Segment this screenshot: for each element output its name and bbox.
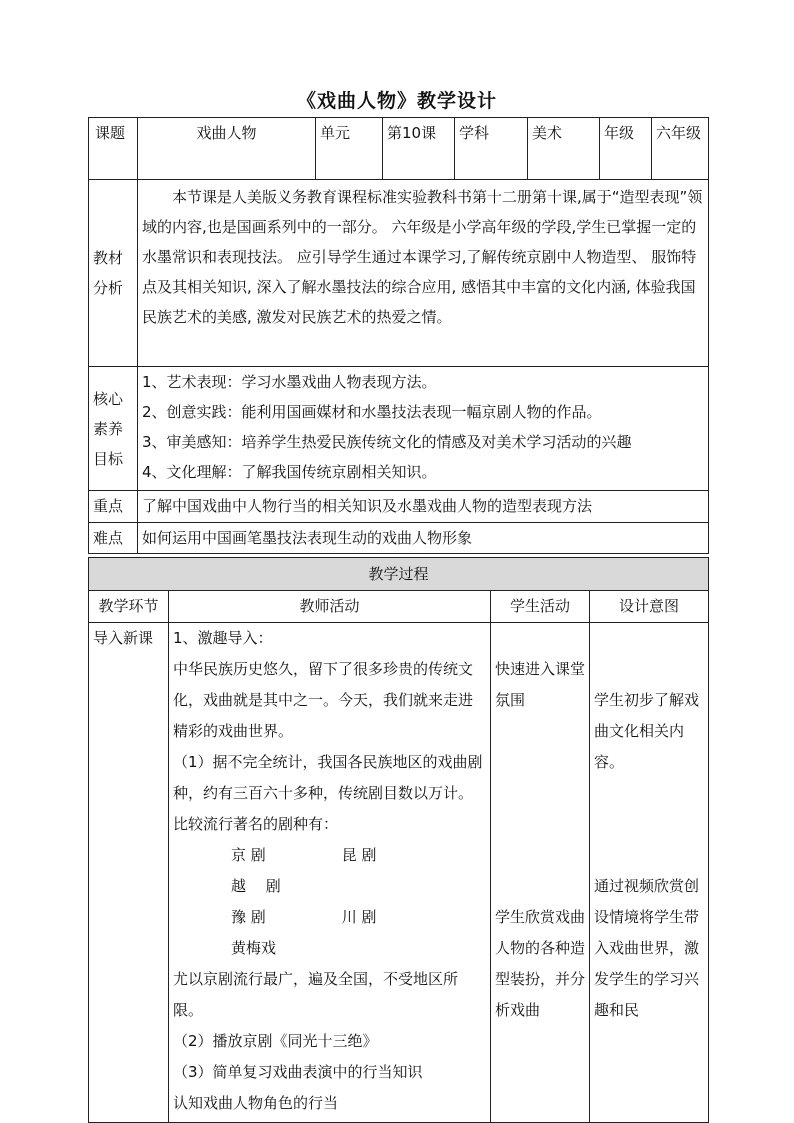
design-intent xyxy=(590,623,709,1123)
opera-name: 川 剧 xyxy=(341,908,377,926)
student-activity xyxy=(491,623,590,1123)
literacy-item: 2、创意实践：能利用国画媒材和水墨技法表现一幅京剧人物的作品。 xyxy=(142,403,602,421)
literacy-item: 4、文化理解：了解我国传统京剧相关知识。 xyxy=(142,463,437,481)
teacher-line: （2）播放京剧《同光十三绝》 xyxy=(173,1032,378,1050)
difficulty-text: 如何运用中国画笔墨技法表现生动的戏曲人物形象 xyxy=(138,523,709,554)
course-label: 课题 xyxy=(89,118,138,180)
process-header: 教学过程 xyxy=(89,558,709,591)
key-point-text: 了解中国戏曲中人物行当的相关知识及水墨戏曲人物的造型表现方法 xyxy=(138,491,709,523)
opera-list-row xyxy=(173,840,486,902)
opera-name: 黄梅戏 xyxy=(231,939,277,957)
unit-value: 第10课 xyxy=(383,118,455,180)
unit-label: 单元 xyxy=(316,118,383,180)
opera-name: 京 剧 xyxy=(231,846,266,864)
teacher-line: （3）简单复习戏曲表演中的行当知识 xyxy=(173,1063,423,1081)
difficulty-label: 难点 xyxy=(89,523,138,554)
opera-name: 豫 剧 xyxy=(231,908,266,926)
info-table xyxy=(88,117,709,554)
grade-label: 年级 xyxy=(600,118,652,180)
column-header: 教师活动 xyxy=(169,591,491,623)
key-point-label: 重点 xyxy=(89,491,138,523)
teacher-activity xyxy=(169,623,491,1123)
opera-name: 越 剧 xyxy=(231,877,281,895)
process-table xyxy=(88,557,709,1123)
intent-text: 通过视频欣赏创设情境将学生带入戏曲世界，激发学生的学习兴趣和民 xyxy=(594,877,700,1019)
intent-text: 学生初步了解戏曲文化相关内容。 xyxy=(594,691,700,771)
literacy-list xyxy=(138,367,709,491)
subject-value: 美术 xyxy=(528,118,600,180)
page-title: 《戏曲人物》教学设计 xyxy=(296,90,497,112)
teacher-line: 尤以京剧流行最广，遍及全国，不受地区所限。 xyxy=(173,970,459,1019)
course-value: 戏曲人物 xyxy=(138,118,316,180)
student-text: 学生欣赏戏曲人物的各种造型装扮，并分析戏曲 xyxy=(495,908,586,1019)
teacher-line: 中华民族历史悠久，留下了很多珍贵的传统文化，戏曲就是其中之一。今天，我们就来走进精彩的戏曲世界。 xyxy=(173,660,474,740)
material-text: 本节课是人美版义务教育课程标准实验教科书第十二册第十课,属于“造型表现”领域的内容,也是国画系列中的一部分。 六年级是小学高年级的学段,学生已掌握一定的水墨常识和表现技法。 应引导学生通过本课学习,了解传统京剧中人物造型、 服饰特点及其相关知识, 深入了解水墨技法的综合应用, 感悟其中丰富的文化内涵, 体验我国民族艺术的美感, 激发对民族艺术的热爱之情。 xyxy=(138,180,709,367)
stage-cell: 导入新课 xyxy=(89,623,169,1123)
literacy-label: 核心素养目标 xyxy=(89,367,138,491)
column-header: 设计意图 xyxy=(590,591,709,623)
teacher-line: 1、激趣导入： xyxy=(173,629,273,647)
column-header: 学生活动 xyxy=(491,591,590,623)
subject-label: 学科 xyxy=(455,118,528,180)
opera-name: 昆 剧 xyxy=(341,846,377,864)
teacher-line: （1）据不完全统计，我国各民族地区的戏曲剧种，约有三百六十多种，传统剧目数以万计。比较流行著名的剧种有： xyxy=(173,753,483,833)
grade-value: 六年级 xyxy=(652,118,709,180)
literacy-item: 1、艺术表现：学习水墨戏曲人物表现方法。 xyxy=(142,373,437,391)
teacher-line: 认知戏曲人物角色的行当 xyxy=(173,1094,339,1112)
material-label: 教材分析 xyxy=(89,180,138,367)
literacy-item: 3、审美感知：培养学生热爱民族传统文化的情感及对美术学习活动的兴趣 xyxy=(142,433,632,451)
opera-list-row xyxy=(173,902,486,964)
column-header: 教学环节 xyxy=(89,591,169,623)
student-text: 快速进入课堂氛围 xyxy=(495,660,586,709)
